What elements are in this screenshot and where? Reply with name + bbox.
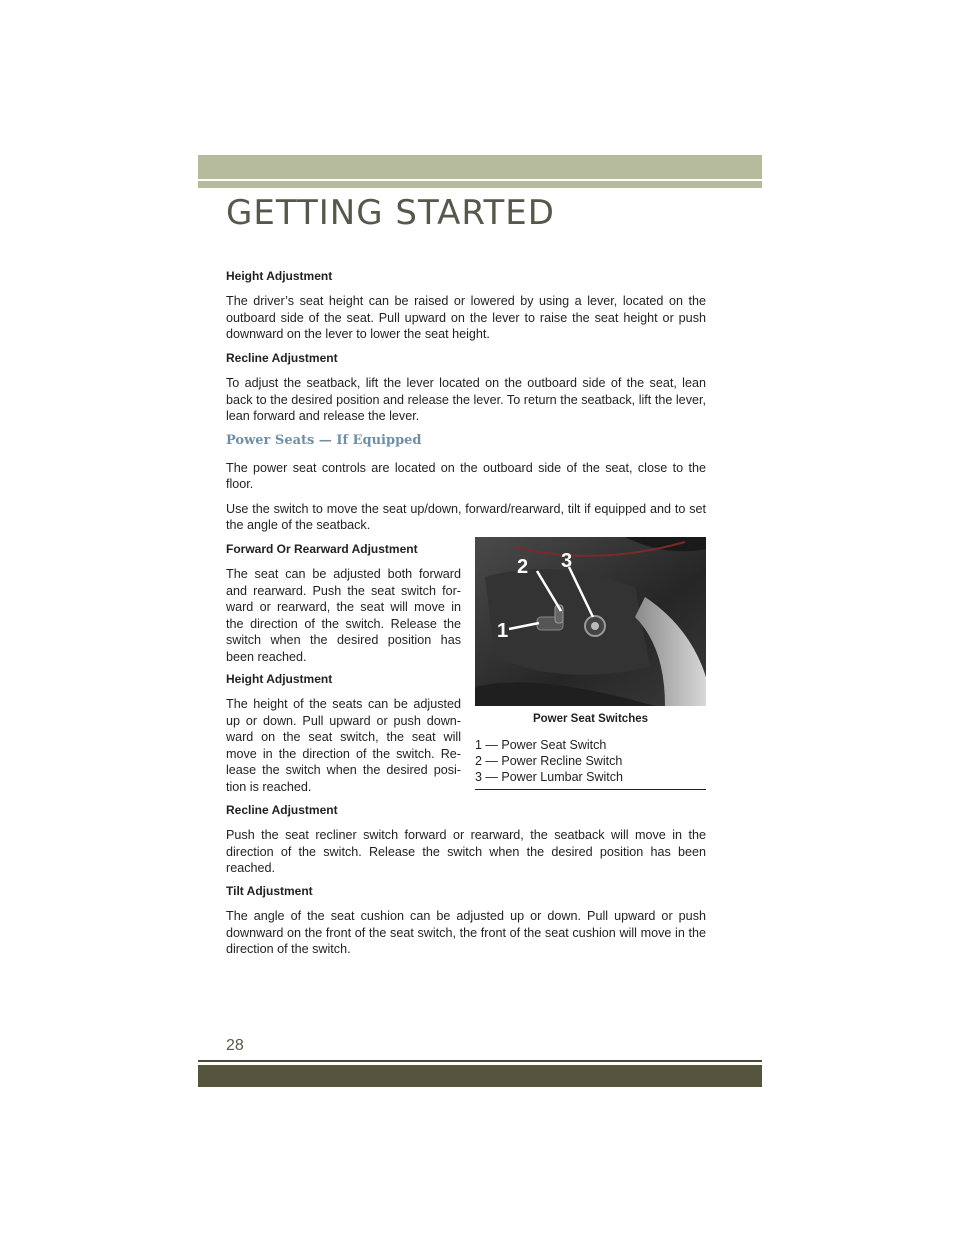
- height-adjustment-heading: Height Adjustment: [226, 269, 333, 283]
- legend-item: 2 — Power Recline Switch: [475, 754, 623, 768]
- power-seats-usage: Use the switch to move the seat up/down, forward/rearward, tilt if equipped and to set the angle of the seatback.: [226, 501, 706, 532]
- header-band-thin: [198, 181, 762, 188]
- power-seats-heading: Power Seats — If Equipped: [226, 433, 422, 448]
- tilt-text: The angle of the seat cushion can be adjusted up or down. Pull upward or push downward on the front of the seat switch, the front of the seat cushion will move in the direction of the switch.: [226, 909, 706, 956]
- power-seats-intro: The power seat controls are located on the outboard side of the seat, close to the floor.: [226, 460, 706, 491]
- footer-band: [198, 1065, 762, 1087]
- figure-legend: [475, 737, 706, 790]
- power-seat-switches-photo: [475, 537, 706, 706]
- power-height-section: [226, 671, 461, 795]
- page-number: 28: [226, 1037, 244, 1054]
- forward-text: The seat can be adjusted both forward and rearward. Push the seat switch for-ward or rearward, the seat will move in the direction of the switch. Release the switch when the desired position has been reached.: [226, 567, 461, 664]
- tilt-heading: Tilt Adjustment: [226, 884, 313, 898]
- seat-illustration: [475, 537, 706, 706]
- forward-section: [226, 541, 461, 665]
- legend-item: 3 — Power Lumbar Switch: [475, 770, 623, 784]
- forward-heading: Forward Or Rearward Adjustment: [226, 542, 418, 556]
- power-recline-heading: Recline Adjustment: [226, 803, 338, 817]
- height-adjustment-text: The driver’s seat height can be raised or lowered by using a lever, located on the outboard side of the seat. Pull upward on the lever to raise the seat height or push downward on the lever to lower the seat height.: [226, 294, 706, 341]
- legend-item: 1 — Power Seat Switch: [475, 738, 607, 752]
- power-recline-text: Push the seat recliner switch forward or rearward, the seatback will move in the direction of the switch. Release the switch when the desired position has been reached.: [226, 828, 706, 875]
- power-seats-section: [226, 433, 706, 534]
- callout-2: 2: [517, 556, 529, 578]
- section-title: GETTING STARTED: [226, 193, 555, 233]
- manual-recline-section: [226, 350, 706, 425]
- recline-adjustment-heading: Recline Adjustment: [226, 351, 338, 365]
- tilt-section: [226, 883, 706, 958]
- manual-height-section: [226, 268, 706, 343]
- power-height-text: The height of the seats can be adjusted up or down. Pull upward or push down-ward on the seat switch, the seat will move in the direction of the switch. Re-lease the switch when the desired posi-tion is reached.: [226, 697, 461, 794]
- figure-caption: Power Seat Switches: [532, 713, 649, 725]
- footer-rule: [198, 1060, 762, 1062]
- callout-3: 3: [561, 550, 573, 572]
- power-height-heading: Height Adjustment: [226, 672, 333, 686]
- power-recline-section: [226, 802, 706, 877]
- recline-adjustment-text: To adjust the seatback, lift the lever located on the outboard side of the seat, lean back to the desired position and release the lever. To return the seatback, lift the lever, lean forward and release the lever.: [226, 376, 706, 423]
- callout-1: 1: [497, 620, 509, 642]
- header-band: [198, 155, 762, 179]
